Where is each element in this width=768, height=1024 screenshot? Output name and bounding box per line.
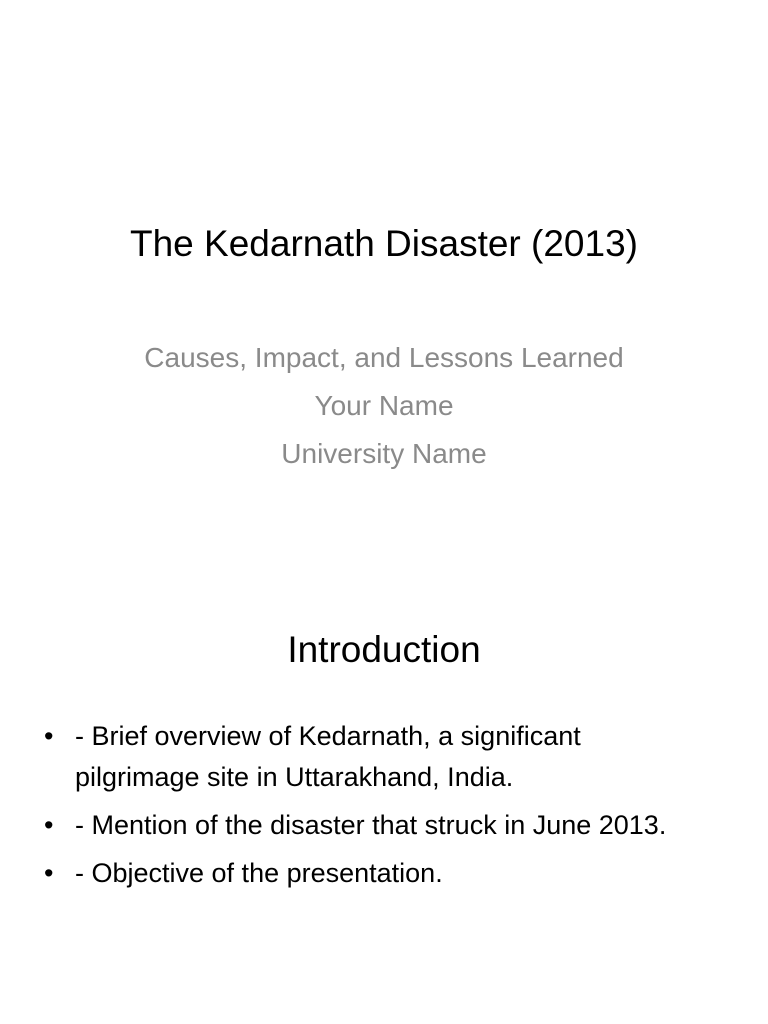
bullet-text: - Mention of the disaster that struck in June 2013. [75,810,667,840]
bullet-icon: • [44,721,54,751]
bullet-list [44,716,704,901]
section-title: Introduction [287,629,481,670]
list-item [44,716,704,798]
slide-title: The Kedarnath Disaster (2013) [130,223,638,264]
list-item [44,853,704,894]
subtitle-block [0,334,768,478]
bullet-text: - Objective of the presentation. [75,858,443,888]
bullet-text: - Brief overview of Kedarnath, a significant pilgrimage site in Uttarakhand, India. [75,721,581,792]
author-name: Your Name [314,390,454,421]
bullet-icon: • [44,810,54,840]
subtitle-line: Causes, Impact, and Lessons Learned [144,342,624,373]
university-name: University Name [281,438,487,469]
bullet-icon: • [44,858,54,888]
list-item [44,805,704,846]
